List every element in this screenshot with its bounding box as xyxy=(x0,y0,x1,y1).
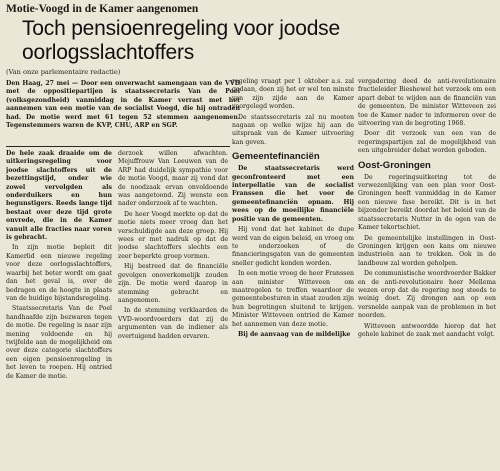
column-2-paragraph: Hij bestreed dat de financiële gevolgen onoverkomelijk zouden zijn. De motie werd daarop in stemming gebracht en aangenomen. xyxy=(118,263,228,304)
lead-divider xyxy=(6,146,230,147)
article-column-1 xyxy=(6,150,112,468)
column-2-paragraph: De heer Voogd merkte op dat de motie niets meer vroeg dan het verschuldigde aan deze groep. Hij wees er met nadruk op dat de joodse slachtoffers slechts een zeer beperkte groep vormen. xyxy=(118,210,228,260)
column-2-paragraph: In de stemming verklaarden de VVD-woordvoerders dat zij de argumenten van de indiener als overtuigend hadden ervaren. xyxy=(118,307,228,340)
subhead-oost-groningen: Oost-Groningen xyxy=(358,159,431,171)
column-3-paragraph: Bij de aanvaag van de mildelijke xyxy=(238,330,351,338)
column-1-paragraph: In zijn motie bepleit dit Kamerlid een nieuwe regeling voor deze oorlogsslachtoffers, waarbij het beter wordt om gaat dan het geval is, over de bedragen en de hoogte in plaats van de huidige bijstandsregeling. xyxy=(6,244,112,302)
column-1-paragraph: Staatssecretaris Van de Poel handhaafde zijn bezwaren tegen de motie. De regeling is naar zijn mening voldoende en hij twijfelde aan de mogelijkheid om over deze categorie slachtoffers een eigen pensioenregeling in het leven te roepen. Hij ontried de Kamer de motie. xyxy=(6,305,112,380)
column-4-paragraph: De communistische woordvoerder Bakker en de anti-revolutionaire heer Mellema wezen erop dat de regering nog steeds te weinig doet. Zij drongen aan op een versnelde aanpak van de problemen in het noorden. xyxy=(358,270,496,320)
column-3-paragraph: Hij vond dat het kabinet de dupe werd van de eigen beleid, en vroeg om te onderzoeken of de financieringsgaten van de gemeenten sneller gedicht konden worden. xyxy=(232,226,354,267)
column-3-paragraph: In een motie vroeg de heer Franssen aan minister Witteveen om maatregelen te treffen waardoor de gemeentebesturen in staat zouden zijn hun begrotingen sluitend te krijgen. Minister Witteveen ontried de Kamer het aannemen van deze motie. xyxy=(232,270,354,328)
column-1-paragraph: De hele zaak draaide om de uitkeringsregeling voor joodse slachtoffers uit de bezettingstijd, onder wie zowel vervolgden als onderduikers en hun begunstigers. Reeds lange tijd bestaat over deze tijd grote onvrede, die in de Kamer vanuit alle fracties naar voren is gebracht. xyxy=(6,150,112,242)
article-headline: Toch pensioenregeling voor joodse oorlogsslachtoffers xyxy=(22,17,340,64)
column-4-paragraph: Door dit verzoek van een van de regeringspartijen zal de mogelijkheid van een uitgebreider debat worden geboden. xyxy=(358,130,496,155)
column-3-paragraph: De staatssecretaris werd geconfronteerd met een interpellatie van de socialist Franssen die het voor de gemeentefinanciën opnam. Hij wees op de moeilijke financiële positie van de gemeenten. xyxy=(232,165,354,223)
column-2-paragraph: derzoek willen afwachten. Mejuffrouw Van Leeuwen van de ARP had duidelijk sympathie voor de motie Voogd, maar zij vond dat de noodzaak ervan onvoldoende was aangetoond. Zij wenste een nader onderzoek af te wachten. xyxy=(118,150,228,208)
column-3-paragraph: regeling vraagt per 1 oktober a.s. zal gedaan, doen zij het er wel ten minste van zijn zijde aan de Kamer voorgelegd worden. xyxy=(232,78,354,111)
column-4-paragraph: vergadering deed de anti-revolutionaire fractieleider Bieshewel het verzoek om een apart debat te wijden aan de financiën van de gemeenten. De minister Witteveen zei toe de Kamer nader te informeren over de uitvoering van de begroting 1968. xyxy=(358,78,496,128)
article-column-2 xyxy=(118,150,228,468)
lead-text: Den Haag, 27 mei — Door een onverwacht samengaan van de VVD met de oppositiepartijen is staatssecretaris Van de Poel (volksgezondheid) vanmiddag in de Kamer verrast met het aannemen van een motie van de socialist Voogd, die hij ontraden had. De motie werd met 61 tegen 52 stemmen aangenomen. Tegenstemmers waren de KVP, CHU, ARP en SGP. xyxy=(6,80,240,130)
column-3-paragraph: De staatssecretaris zal nu moeten nagaan op welke wijze hij aan de uitspraak van de Kamer uitvoering kan geven. xyxy=(232,113,354,146)
column-4-paragraph: De gemeentelijke instellingen in Oost-Groningen krijgen een kans om nieuwe industrieën aan te trekken. Ook in de landbouw zal worden geholpen. xyxy=(358,234,496,267)
column-4-paragraph: Witteveen antwoordde hierop dat het gehele kabinet de zaak met aandacht volgt. xyxy=(358,322,496,338)
article-lead-paragraph xyxy=(6,80,240,146)
subhead-gemeentefinancien: Gemeentefinanciën xyxy=(232,151,320,163)
article-byline: (Van onze parlementaire redactie) xyxy=(6,68,121,76)
column-4-paragraph: De regeringsuitkering tot de verwezenlijking van een plan voor Oost-Groningen heeft vanmiddag in de Kamer een nieuwe fase bereikt. Dit is in het bijzonder bereikt doordat het beleid van de staatssecretaris Nutter in de ogen van de Kamer tekortschiet. xyxy=(358,173,496,232)
article-column-3 xyxy=(232,78,354,468)
article-column-4 xyxy=(358,78,496,468)
article-kicker: Motie-Voogd in de Kamer aangenomen xyxy=(6,3,199,15)
